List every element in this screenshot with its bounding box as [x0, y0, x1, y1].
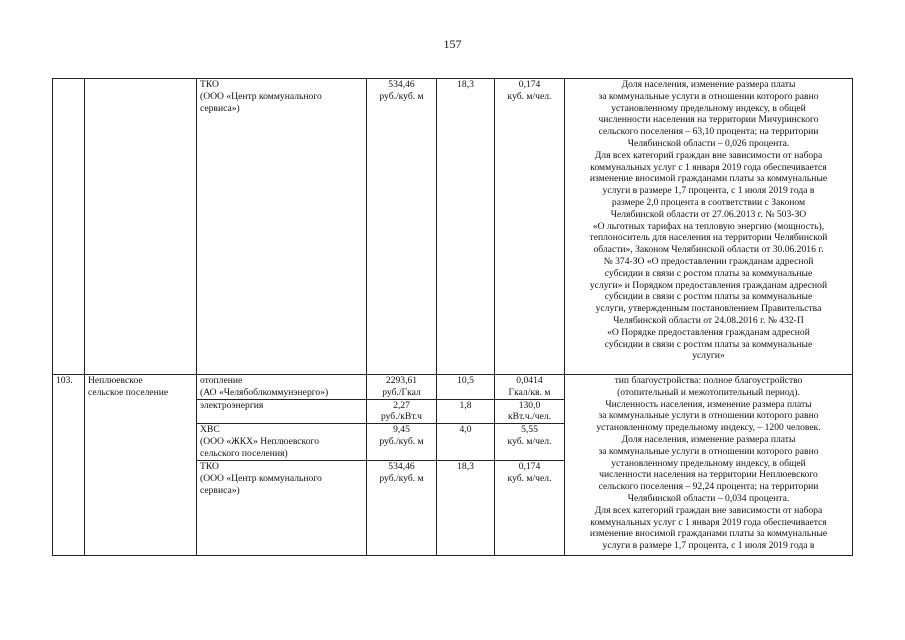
- tariff-value: 534,46: [388, 79, 415, 90]
- settlement-cell: [85, 79, 197, 375]
- note-line: за коммунальные услуги в отношении которого равно: [598, 445, 819, 457]
- service-provider: сервиса»): [200, 484, 240, 496]
- note-line: Челябинской области – 0,034 процента.: [627, 492, 790, 504]
- volume-unit: кВт.ч./чел.: [507, 411, 552, 423]
- volume-cell: [495, 461, 565, 556]
- volume-value: 130,0: [518, 399, 541, 411]
- volume-unit: Гкал/кв. м: [508, 386, 551, 398]
- tariff-value: 2293,61: [385, 375, 418, 386]
- table-row: [53, 79, 853, 375]
- note-line: субсидии в связи с ростом платы за коммунальные: [604, 338, 813, 350]
- note-line: субсидии в связи с ростом платы за коммунальные: [604, 291, 813, 303]
- settlement-name: сельское поселение: [88, 386, 169, 398]
- note-line: изменение вносимой гражданами платы за коммунальные: [589, 173, 828, 185]
- service-name: ХВС: [200, 424, 220, 436]
- row-number-cell: 103.: [53, 375, 85, 556]
- note-line: сельского поселения – 92,24 процента; на территории: [598, 481, 819, 493]
- note-line: услуги в размере 1,7 процента, с 1 июля 2019 года в: [602, 185, 815, 197]
- tariff-cell: [367, 461, 437, 556]
- note-line: теплоноситель для населения на территории Челябинской: [589, 232, 828, 244]
- note-line: Доля населения, изменение размера платы: [621, 433, 796, 445]
- note-line: за коммунальные услуги в отношении которого равно: [598, 90, 819, 102]
- tariff-unit: руб./кВт.ч: [380, 411, 423, 423]
- row-number-cell: [53, 79, 85, 375]
- volume-cell: [495, 399, 565, 424]
- note-cell: [565, 79, 853, 375]
- tariff-cell: [367, 79, 437, 375]
- tariff-unit: руб./куб. м: [379, 435, 424, 447]
- note-line: «О Порядке предоставления гражданам адресной: [607, 326, 810, 338]
- note-line: № 374-ЗО «О предоставлении гражданам адресной: [603, 255, 814, 267]
- note-line: коммунальных услуг с 1 января 2019 года обеспечивается: [590, 516, 827, 528]
- volume-value: 0,174: [518, 79, 541, 90]
- note-line: Численность населения, изменение размера платы: [605, 398, 812, 410]
- note-line: области», Законом Челябинской области от 30.06.2016 г.: [593, 244, 824, 256]
- tariff-cell: [367, 399, 437, 424]
- percent-cell: 10,5: [437, 375, 495, 400]
- service-provider: (ООО «ЖКХ» Неплюевского: [200, 435, 320, 447]
- note-line: численности населения на территории Неплюевского: [599, 469, 818, 481]
- tariff-unit: руб./куб. м: [379, 90, 424, 102]
- volume-value: 5,55: [521, 424, 538, 436]
- percent-cell: 1,8: [437, 399, 495, 424]
- note-line: «О льготных тарифах на тепловую энергию (мощность),: [592, 220, 825, 232]
- tariff-unit: руб./Гкал: [382, 386, 421, 398]
- note-line: численности населения на территории Мичуринского: [598, 114, 819, 126]
- volume-unit: куб. м/чел.: [507, 435, 552, 447]
- note-line: (отопительный и межотопительный период).: [617, 386, 800, 398]
- note-line: за коммунальные услуги в отношении которого равно: [598, 410, 819, 422]
- tariff-value: 534,46: [388, 461, 415, 473]
- note-line: установленному предельному индексу, – 1200 человек.: [596, 422, 821, 434]
- service-cell: [197, 375, 367, 400]
- note-line: коммунальных услуг с 1 января 2019 года обеспечивается: [590, 161, 827, 173]
- tariff-cell: [367, 424, 437, 461]
- note-line: Для всех категорий граждан вне зависимости от набора: [594, 149, 823, 161]
- volume-unit: куб. м/чел.: [507, 90, 552, 102]
- service-provider: (ООО «Центр коммунального: [200, 472, 322, 484]
- service-cell: [197, 461, 367, 556]
- volume-value: 0,174: [518, 461, 541, 473]
- settlement-cell: [85, 375, 197, 556]
- table-row: [53, 375, 853, 400]
- service-cell: [197, 79, 367, 375]
- note-line: услуги в размере 1,7 процента, с 1 июля 2019 года в: [602, 540, 815, 552]
- service-provider: (ООО «Центр коммунального: [200, 90, 322, 102]
- note-line: установленному предельному индексу, в общей: [611, 102, 806, 114]
- volume-cell: [495, 424, 565, 461]
- note-line: Для всех категорий граждан вне зависимости от набора: [594, 504, 823, 516]
- service-name: электроэнергия: [200, 399, 264, 411]
- note-line: размере 2,0 процента в соответствии с Законом: [611, 196, 806, 208]
- service-provider: сервиса»): [200, 102, 240, 114]
- volume-cell: [495, 375, 565, 400]
- note-line: тип благоустройства: полное благоустройство: [614, 375, 803, 386]
- service-name: ТКО: [200, 461, 219, 473]
- note-line: сельского поселения – 63,10 процента; на территории: [598, 126, 819, 138]
- volume-value: 0,0414: [516, 375, 543, 386]
- note-line: Челябинской области от 27.06.2013 г. № 503-ЗО: [610, 208, 807, 220]
- note-line: Доля населения, изменение размера платы: [621, 79, 796, 90]
- percent-cell: 4,0: [437, 424, 495, 461]
- note-cell: [565, 375, 853, 556]
- note-line: услуги»: [692, 350, 725, 362]
- settlement-name: Неплюевское: [88, 375, 143, 386]
- service-name: ТКО: [200, 79, 219, 90]
- note-line: установленному предельному индексу, в общей: [611, 457, 806, 469]
- volume-cell: [495, 79, 565, 375]
- note-line: услуги, утвержденным постановлением Правительства: [595, 303, 822, 315]
- note-line: Челябинской области – 0,026 процента.: [627, 137, 790, 149]
- service-provider: сельского поселения): [200, 447, 288, 459]
- note-line: Челябинской области от 24.08.2016 г. № 432-П: [613, 314, 804, 326]
- note-line: услуги» и Порядком предоставления гражданам адресной: [589, 279, 828, 291]
- tariff-value: 9,45: [393, 424, 410, 436]
- page-number: 157: [443, 37, 462, 51]
- note-line: изменение вносимой гражданами платы за коммунальные: [589, 528, 828, 540]
- tariff-cell: [367, 375, 437, 400]
- percent-cell: 18,3: [437, 461, 495, 556]
- service-provider: (АО «Челябоблкоммунэнерго»): [200, 386, 329, 398]
- tariff-table: [52, 78, 853, 556]
- volume-unit: куб. м/чел.: [507, 472, 552, 484]
- service-name: отопление: [200, 375, 243, 386]
- percent-cell: 18,3: [437, 79, 495, 375]
- note-line: субсидии в связи с ростом платы за коммунальные: [604, 267, 813, 279]
- tariff-value: 2,27: [393, 399, 410, 411]
- service-cell: [197, 424, 367, 461]
- tariff-unit: руб./куб. м: [379, 472, 424, 484]
- service-cell: [197, 399, 367, 424]
